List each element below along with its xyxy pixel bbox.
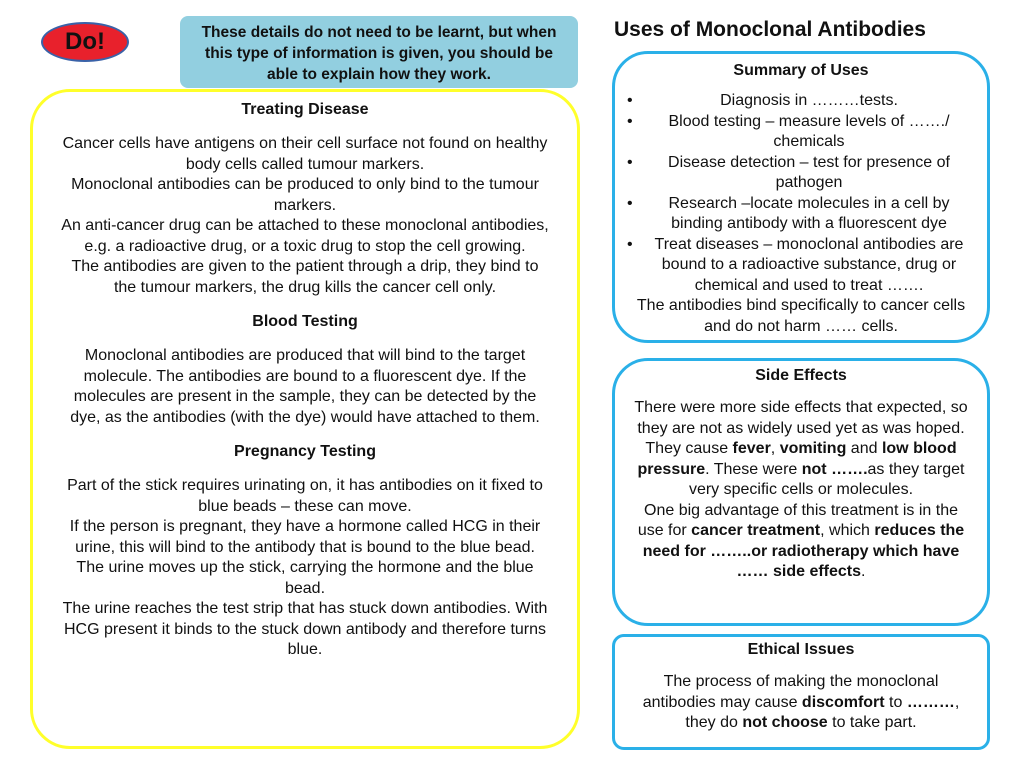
list-item: • Blood testing – measure levels of ……./ chemicals (627, 112, 975, 153)
list-item: • Research –locate molecules in a cell by binding antibody with a fluorescent dye (627, 194, 975, 235)
summary-panel (612, 51, 990, 343)
pregnancy-line: The urine moves up the stick, carrying the hormone and the blue bead. (76, 559, 534, 597)
emphasis: fever (732, 440, 771, 457)
info-note (180, 16, 578, 88)
do-badge: Do! (41, 22, 129, 62)
text-span: There were more side effects that expected, so they are not as widely used yet as was hoped. They cause (634, 399, 968, 457)
text-span: , which (820, 522, 875, 539)
text-span: , they do (685, 693, 960, 731)
pregnancy-testing-heading: Pregnancy Testing (234, 443, 376, 460)
info-note-text: These details do not need to be learnt, but when this type of information is given, you should be able to explain how they work. (201, 24, 557, 83)
blood-testing-text: Monoclonal antibodies are produced that will bind to the target molecule. The antibodies are bound to a fluorescent dye. If the molecules are present in the sample, they can be detected by the dye, as the antibodies (with the dye) would have attached to them. (70, 347, 540, 426)
text-span: One big advantage of this treatment is in the use for (637, 501, 958, 539)
emphasis: vomiting (779, 440, 847, 457)
emphasis: not ……. (801, 460, 868, 478)
list-item: • Treat diseases – monoclonal antibodies are bound to a radioactive substance, drug or chemical and used to treat ……. (627, 235, 975, 297)
list-item: • Disease detection – test for presence of pathogen (627, 153, 975, 194)
emphasis: not choose (742, 714, 828, 731)
text-span: to (884, 693, 907, 711)
blood-testing-heading: Blood Testing (252, 313, 358, 330)
ethical-issues-heading: Ethical Issues (747, 641, 855, 658)
text-span: . (861, 563, 866, 580)
emphasis: discomfort (801, 693, 885, 711)
text-span: to take part. (827, 714, 917, 731)
page-title: Uses of Monoclonal Antibodies (614, 18, 926, 41)
treating-line: The antibodies are given to the patient through a drip, they bind to the tumour markers, the drug kills the cancer cell only. (71, 258, 539, 296)
summary-list (627, 91, 975, 296)
details-panel (30, 89, 580, 749)
treating-line: Monoclonal antibodies can be produced to only bind to the tumour markers. (71, 176, 539, 214)
treating-line: An anti-cancer drug can be attached to these monoclonal antibodies, e.g. a radioactive drug, or a toxic drug to stop the cell growing. (61, 217, 549, 255)
text-span: The process of making the monoclonal antibodies may cause (642, 673, 939, 711)
emphasis: ……… (906, 693, 955, 711)
treating-line: Cancer cells have antigens on their cell surface not found on healthy body cells called tumour markers. (62, 135, 548, 173)
summary-extra: The antibodies bind specifically to cancer cells and do not harm …… cells. (636, 297, 966, 335)
ethical-issues-panel (612, 634, 990, 750)
pregnancy-testing-text (59, 476, 551, 661)
text-span: . These were (705, 460, 802, 478)
emphasis: low blood pressure (637, 440, 957, 478)
text-span: as they target very specific cells or molecules. (688, 460, 965, 498)
ethical-issues-text (629, 672, 973, 734)
pregnancy-line: The urine reaches the test strip that has stuck down antibodies. With HCG present it binds to the stuck down antibody and therefore turns blue. (62, 600, 548, 658)
pregnancy-line: Part of the stick requires urinating on, it has antibodies on it fixed to blue beads – these can move. (67, 477, 543, 515)
emphasis: cancer treatment (691, 522, 821, 539)
treating-disease-heading: Treating Disease (241, 101, 369, 118)
treating-disease-text (59, 134, 551, 298)
list-item: • Diagnosis in ………tests. (627, 91, 975, 112)
text-span: and (846, 440, 882, 457)
summary-heading: Summary of Uses (733, 62, 869, 79)
pregnancy-line: If the person is pregnant, they have a hormone called HCG in their urine, this will bind to the antibody that is bound to the blue bead. (69, 518, 541, 556)
text-span: , (770, 440, 780, 457)
emphasis: reduces the need for ……..or radiotherapy which have …… side effects (642, 522, 965, 580)
side-effects-heading: Side Effects (755, 367, 847, 384)
side-effects-text (631, 398, 971, 583)
side-effects-panel (612, 358, 990, 626)
